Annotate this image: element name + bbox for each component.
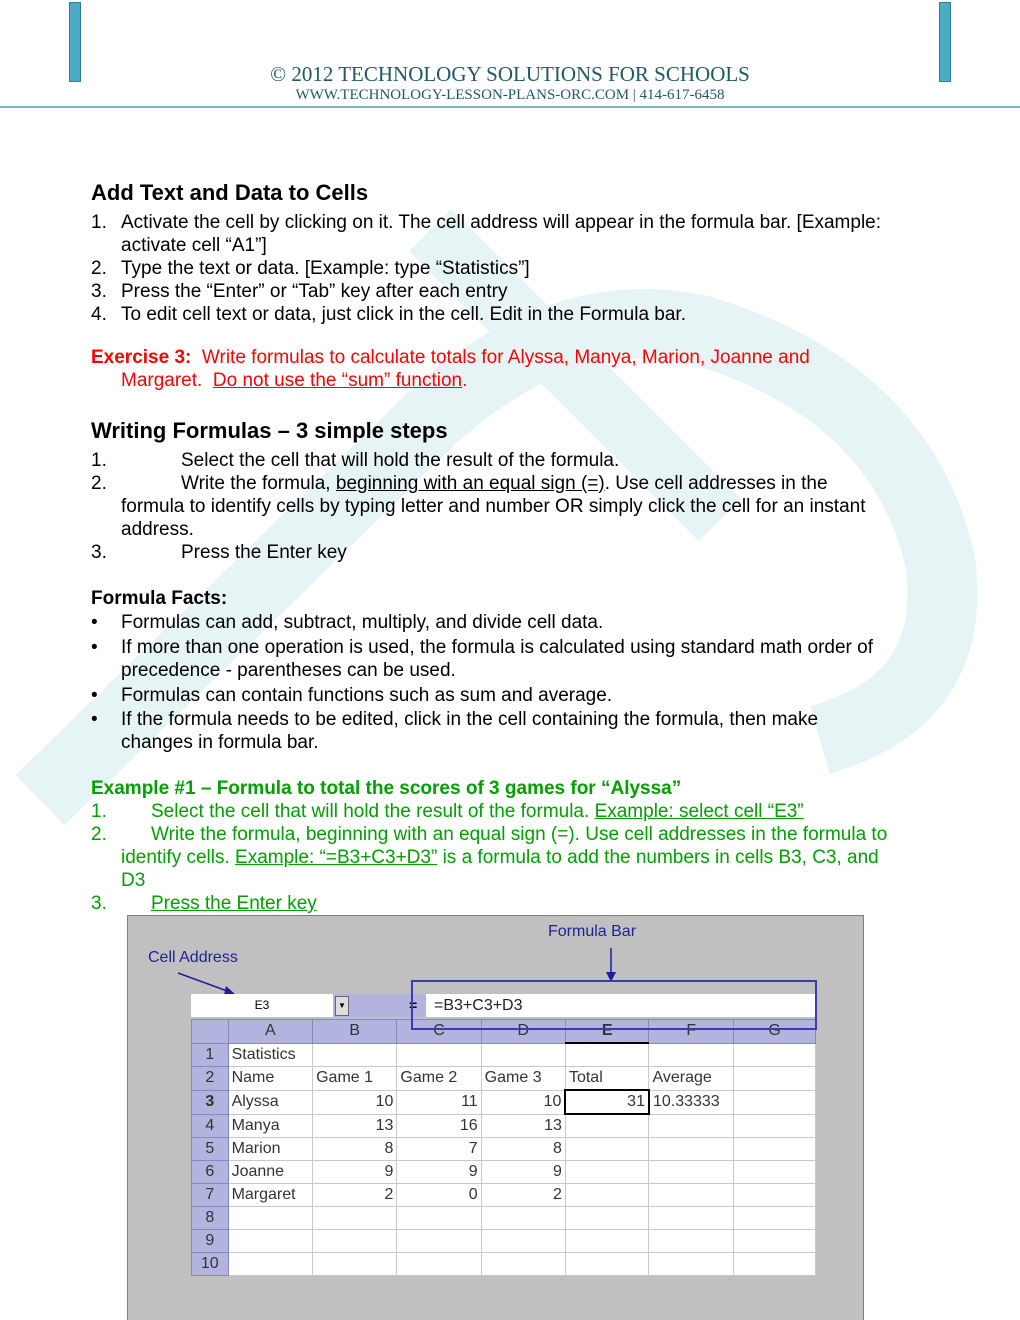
row-header[interactable]: 4	[192, 1114, 229, 1138]
cell[interactable]	[734, 1114, 816, 1138]
facts-title: Formula Facts:	[91, 588, 228, 609]
cell[interactable]: 16	[397, 1114, 481, 1138]
cell[interactable]	[734, 1138, 816, 1161]
cell[interactable]	[397, 1207, 481, 1230]
cell[interactable]	[397, 1043, 481, 1067]
row-header[interactable]: 5	[192, 1138, 229, 1161]
cell[interactable]	[649, 1253, 734, 1276]
cell[interactable]: 7	[397, 1138, 481, 1161]
cell[interactable]: 9	[397, 1161, 481, 1184]
cell[interactable]	[565, 1138, 649, 1161]
step: 1. Select the cell that will hold the result of the formula. Example: select cell “E3”	[91, 801, 804, 822]
cell[interactable]	[228, 1207, 313, 1230]
row-header[interactable]: 8	[192, 1207, 229, 1230]
cell[interactable]: Marion	[228, 1138, 313, 1161]
table-row	[192, 1253, 816, 1276]
cell[interactable]	[313, 1230, 397, 1253]
table-row	[192, 1161, 816, 1184]
table-row	[192, 1184, 816, 1207]
column-header[interactable]: F	[649, 1020, 734, 1044]
formula-bar	[191, 994, 816, 1017]
cell[interactable]	[565, 1161, 649, 1184]
row-header[interactable]: 2	[192, 1067, 229, 1091]
column-header[interactable]: A	[228, 1020, 313, 1044]
cell[interactable]: Game 3	[481, 1067, 565, 1091]
bullet-cont: precedence - parentheses can be used.	[121, 660, 456, 681]
cell[interactable]: 10	[481, 1090, 565, 1114]
exercise-note: Do not use the “sum” function	[212, 370, 463, 391]
table-row	[192, 1067, 816, 1091]
header-divider	[0, 106, 1020, 108]
example-title: Example #1 – Formula to total the scores of 3 games for “Alyssa”	[91, 778, 682, 799]
cell-address-label: Cell Address	[148, 949, 238, 966]
arrows	[128, 916, 863, 1006]
cell[interactable]: 9	[481, 1161, 565, 1184]
column-header[interactable]: C	[397, 1020, 481, 1044]
bullet: • If the formula needs to be edited, click in the cell containing the formula, then make	[91, 709, 819, 730]
cell[interactable]	[649, 1161, 734, 1184]
cell[interactable]	[649, 1207, 734, 1230]
step: 1. Select the cell that will hold the result of the formula.	[91, 450, 620, 471]
cell[interactable]	[565, 1114, 649, 1138]
cell[interactable]	[313, 1253, 397, 1276]
bullet-cont: changes in formula bar.	[121, 732, 319, 753]
row-header[interactable]: 1	[192, 1043, 229, 1067]
cell[interactable]	[734, 1207, 816, 1230]
row-header[interactable]: 10	[192, 1253, 229, 1276]
cell[interactable]	[313, 1207, 397, 1230]
cell[interactable]	[649, 1114, 734, 1138]
equals-icon: =	[409, 997, 418, 1013]
row-header[interactable]: 7	[192, 1184, 229, 1207]
cell[interactable]	[313, 1043, 397, 1067]
cell[interactable]	[649, 1184, 734, 1207]
list-item: 3. Press the “Enter” or “Tab” key after each entry	[91, 281, 508, 302]
column-header[interactable]	[192, 1020, 229, 1044]
cell[interactable]: 10.33333	[649, 1090, 734, 1114]
cell[interactable]: Statistics	[228, 1043, 313, 1067]
table-row	[192, 1207, 816, 1230]
row-header[interactable]: 3	[192, 1090, 229, 1114]
step-cont: address.	[121, 519, 194, 540]
cell[interactable]: 9	[313, 1161, 397, 1184]
exercise-cont: Margaret. Do not use the “sum” function.	[121, 370, 468, 391]
bullet: • If more than one operation is used, the formula is calculated using standard math order of	[91, 637, 873, 658]
column-header[interactable]: G	[734, 1020, 816, 1044]
list-item-cont: activate cell “A1”]	[121, 235, 267, 256]
step-cont: identify cells. Example: “=B3+C3+D3” is a formula to add the numbers in cells B3, C3, and	[121, 847, 879, 868]
cell[interactable]	[734, 1090, 816, 1114]
spreadsheet-grid	[191, 1019, 816, 1276]
table-row	[192, 1114, 816, 1138]
cell[interactable]: 0	[397, 1184, 481, 1207]
cell[interactable]	[481, 1207, 565, 1230]
column-header[interactable]: D	[481, 1020, 565, 1044]
step: 3. Press the Enter key	[91, 893, 317, 914]
cell[interactable]: Game 2	[397, 1067, 481, 1091]
section-title: Writing Formulas – 3 simple steps	[91, 418, 448, 443]
cell[interactable]: 2	[313, 1184, 397, 1207]
bullet: • Formulas can add, subtract, multiply, and divide cell data.	[91, 612, 604, 633]
header-title: © 2012 TECHNOLOGY SOLUTIONS FOR SCHOOLS	[270, 62, 750, 86]
cell[interactable]	[649, 1043, 734, 1067]
cell[interactable]: Manya	[228, 1114, 313, 1138]
exercise: Exercise 3: Write formulas to calculate totals for Alyssa, Manya, Marion, Joanne and	[91, 347, 810, 368]
step-cont: D3	[121, 870, 146, 891]
cell[interactable]	[734, 1043, 816, 1067]
formula-input[interactable]: =B3+C3+D3	[426, 994, 816, 1017]
cell[interactable]	[228, 1230, 313, 1253]
section-title: Add Text and Data to Cells	[91, 180, 369, 205]
list-item: 1. Activate the cell by clicking on it. The cell address will appear in the formula bar. [Example:	[91, 212, 882, 233]
cell[interactable]: 13	[481, 1114, 565, 1138]
table-row	[192, 1230, 816, 1253]
step: 2. Write the formula, beginning with an equal sign (=). Use cell addresses in the formula to	[91, 824, 888, 845]
row-header[interactable]: 9	[192, 1230, 229, 1253]
cell[interactable]: 10	[313, 1090, 397, 1114]
bullet: • Formulas can contain functions such as sum and average.	[91, 685, 613, 706]
column-header[interactable]: B	[313, 1020, 397, 1044]
spreadsheet-screenshot	[127, 915, 864, 1320]
cell[interactable]	[481, 1230, 565, 1253]
table-row	[192, 1138, 816, 1161]
list-item: 4. To edit cell text or data, just click in the cell. Edit in the Formula bar.	[91, 304, 686, 325]
cell[interactable]: 2	[481, 1184, 565, 1207]
cell[interactable]: Alyssa	[228, 1090, 313, 1114]
table-row	[192, 1090, 816, 1114]
cell[interactable]	[481, 1253, 565, 1276]
cell[interactable]: Margaret	[228, 1184, 313, 1207]
cell[interactable]: 11	[397, 1090, 481, 1114]
cell[interactable]	[397, 1230, 481, 1253]
cell[interactable]	[734, 1184, 816, 1207]
cell[interactable]: 8	[481, 1138, 565, 1161]
step: 2. Write the formula, beginning with an equal sign (=). Use cell addresses in the	[91, 473, 828, 494]
cell[interactable]	[649, 1230, 734, 1253]
cell[interactable]: 8	[313, 1138, 397, 1161]
cell[interactable]: 31	[565, 1090, 649, 1114]
cell[interactable]: Average	[649, 1067, 734, 1091]
cell[interactable]	[565, 1184, 649, 1207]
cell[interactable]	[734, 1067, 816, 1091]
column-header[interactable]: E	[565, 1020, 649, 1044]
table-row	[192, 1043, 816, 1067]
cell[interactable]: 13	[313, 1114, 397, 1138]
step-cont: formula to identify cells by typing letter and number OR simply click the cell for an instant	[121, 496, 866, 517]
cell[interactable]: Joanne	[228, 1161, 313, 1184]
chevron-down-icon[interactable]: ▼	[335, 996, 349, 1016]
cell[interactable]: Name	[228, 1067, 313, 1091]
cell[interactable]	[565, 1230, 649, 1253]
cell[interactable]: Game 1	[313, 1067, 397, 1091]
header-contact: WWW.TECHNOLOGY-LESSON-PLANS-ORC.COM | 414-617-6458	[295, 87, 725, 103]
cell[interactable]	[565, 1043, 649, 1067]
list-item: 2. Type the text or data. [Example: type “Statistics”]	[91, 258, 530, 279]
cell[interactable]	[397, 1253, 481, 1276]
row-header[interactable]: 6	[192, 1161, 229, 1184]
cell[interactable]	[228, 1253, 313, 1276]
formula-bar-label: Formula Bar	[548, 923, 637, 940]
cell[interactable]	[481, 1043, 565, 1067]
cell[interactable]	[734, 1161, 816, 1184]
step: 3. Press the Enter key	[91, 542, 347, 563]
cell[interactable]	[565, 1207, 649, 1230]
cell[interactable]	[565, 1253, 649, 1276]
name-box[interactable]: E3	[191, 994, 333, 1017]
cell[interactable]	[734, 1253, 816, 1276]
cell[interactable]	[649, 1138, 734, 1161]
cell[interactable]	[734, 1230, 816, 1253]
cell[interactable]: Total	[565, 1067, 649, 1091]
